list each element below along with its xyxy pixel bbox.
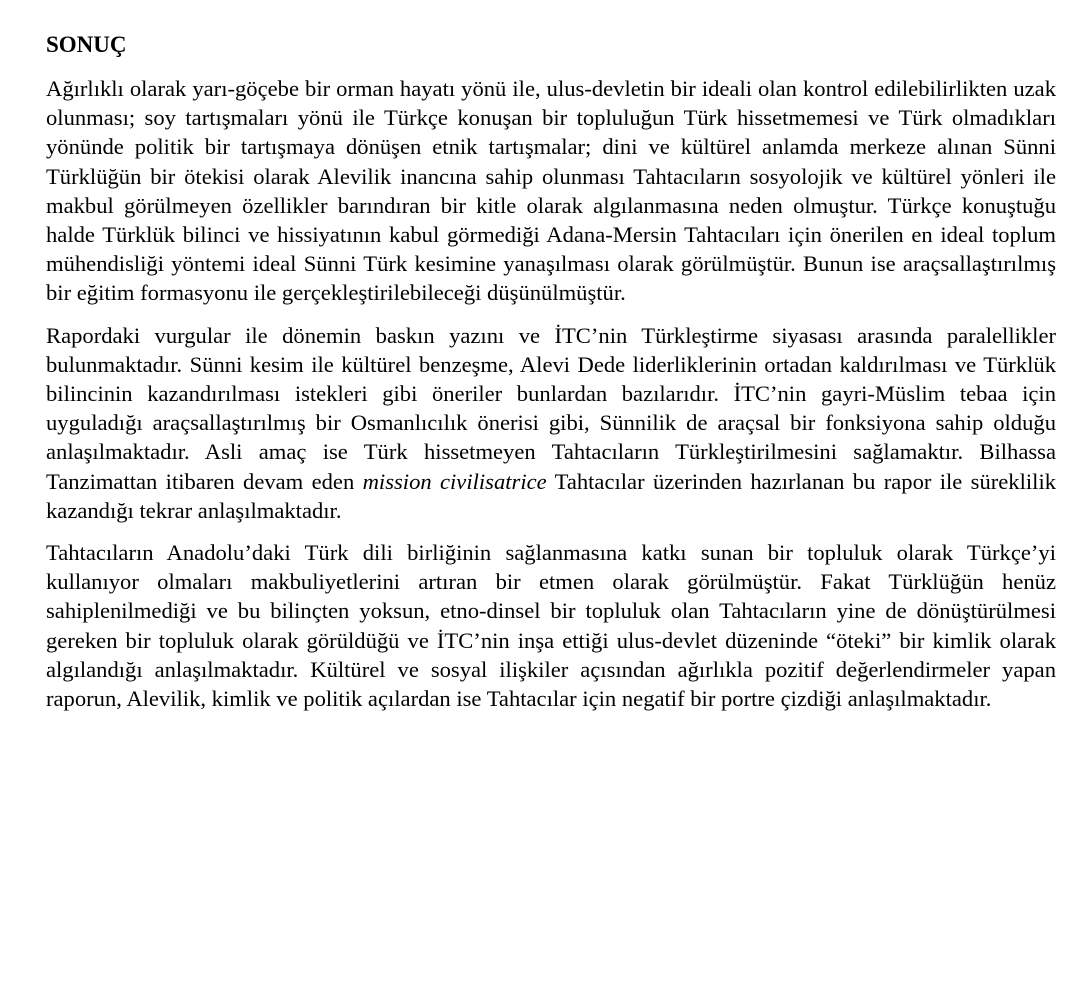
paragraph-2-italic-phrase: mission civilisatrice [362,468,547,494]
document-page [46,30,1056,726]
paragraph-2-text-before: Rapordaki vurgular ile dönemin baskın yazını ve İTC’nin Türkleştirme siyasası arasında paralellikler bulunmaktadır. Sünni kesim ile kültürel benzeşme, Alevi Dede liderliklerinin ortadan kaldırılması ve Türklük bilincinin kazandırılması istekleri gibi öneriler bunlardan bazılarıdır. İTC’nin gayri-Müslim tebaa için uyguladığı araçsallaştırılmış bir Osmanlıcılık önerisi gibi, Sünnilik de araçsal bir fonksiyona sahip olduğu anlaşılmaktadır. Asli amaç ise Türk hissetmeyen Tahtacıların Türkleştirilmesini sağlamaktır. Bilhassa Tanzimattan itibaren devam eden [46,322,1056,494]
paragraph-2 [46,321,1056,525]
paragraph-3: Tahtacıların Anadolu’daki Türk dili birliğinin sağlanmasına katkı sunan bir topluluk olarak Türkçe’yi kullanıyor olmaları makbuliyetlerini artıran bir etmen olarak görülmüştür. Fakat Türklüğün henüz sahiplenilmediği ve bu bilinçten yoksun, etno-dinsel bir topluluk olan Tahtacıların yine de dönüştürülmesi gereken bir topluluk olarak görüldüğü ve İTC’nin inşa ettiği ulus-devlet düzeninde “öteki” bir kimlik olarak algılandığı anlaşılmaktadır. Kültürel ve sosyal ilişkiler açısından ağırlıkla pozitif değerlendirmeler yapan raporun, Alevilik, kimlik ve politik açılardan ise Tahtacılar için negatif bir portre çizdiği anlaşılmaktadır. [46,540,1056,712]
section-heading: SONUÇ [46,32,127,57]
paragraph-1: Ağırlıklı olarak yarı-göçebe bir orman hayatı yönü ile, ulus-devletin bir ideali olan kontrol edilebilirlikten uzak olunması; soy tartışmaları yönü ile Türkçe konuşan bir topluluğun Türk hissetmemesi ve Türk olmadıkları yönünde politik bir tartışmaya dönüşen etnik tartışmalar; dini ve kültürel anlamda merkeze alınan Sünni Türklüğün bir ötekisi olarak Alevilik inancına sahip olunması Tahtacıların sosyolojik ve kültürel yönleri ile makbul görülmeyen özellikler barındıran bir kitle olarak algılanmasına neden olmuştur. Türkçe konuştuğu halde Türklük bilinci ve hissiyatının kabul görmediği Adana-Mersin Tahtacıları için önerilen en ideal toplum mühendisliği yöntemi ideal Sünni Türk kesimine yanaşılması olarak görülmüştür. Bunun ise araçsallaştırılmış bir eğitim formasyonu ile gerçekleştirilebileceği düşünülmüştür. [46,76,1056,306]
paragraph-2-text-after: Tahtacılar üzerinden hazırlanan bu rapor ile süreklilik kazandığı tekrar anlaşılmaktadır. [46,468,1057,523]
